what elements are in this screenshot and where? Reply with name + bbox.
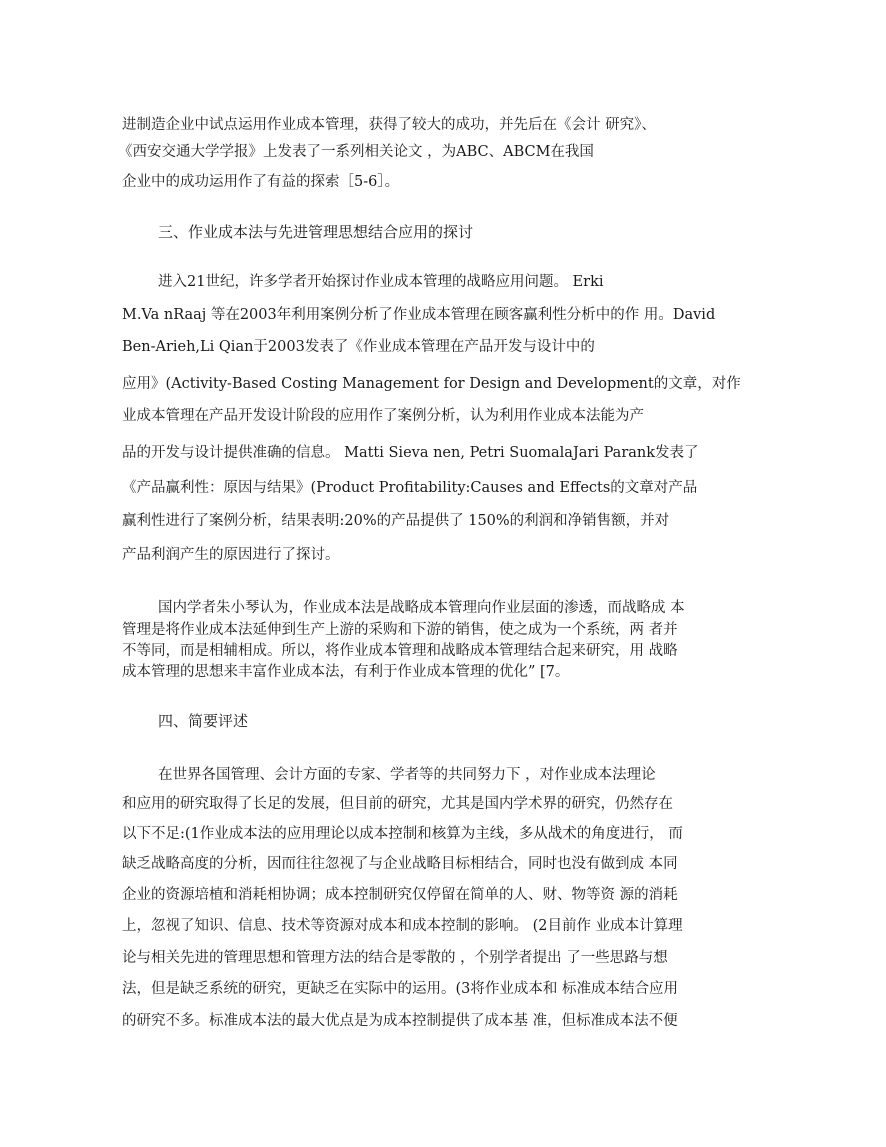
text-line: 赢利性进行了案例分析，结果表明:20%的产品提供了 150%的利润和净销售额，并对: [122, 513, 670, 529]
text-line: 应用》(Activity-Based Costing Management for Design and Development的文章，对作: [122, 376, 741, 392]
text-line: 论与相关先进的管理思想和管理方法的结合是零散的 ，个别学者提出 了一些思路与想: [122, 950, 668, 966]
text-line: Ben-Arieh,Li Qian于2003发表了《作业成本管理在产品开发与设计中的: [122, 339, 595, 355]
text-line: 产品利润产生的原因进行了探讨。: [122, 547, 340, 563]
text-line: 品的开发与设计提供准确的信息。 Matti Sieva nen, Petri SuomalaJari Parank发表了: [122, 445, 699, 461]
section-heading: 三、作业成本法与先进管理思想结合应用的探讨: [158, 223, 474, 241]
text-line: 进制造企业中试点运用作业成本管理，获得了较大的成功，并先后在《会计 研究》、: [122, 117, 656, 133]
text-line: 企业的资源培植和消耗相协调；成本控制研究仅停留在简单的人、财、物等资 源的消耗: [122, 887, 678, 903]
text-line: 和应用的研究取得了长足的发展，但目前的研究，尤其是国内学术界的研究，仍然存在: [122, 796, 673, 812]
text-line: 国内学者朱小琴认为，作业成本法是战略成本管理向作业层面的渗透，而战略成 本: [158, 600, 685, 616]
text-line: 成本管理的思想来丰富作业成本法，有利于作业成本管理的优化” [7。: [122, 664, 570, 680]
text-line: 缺乏战略高度的分析，因而往往忽视了与企业战略目标相结合，同时也没有做到成 本同: [122, 856, 678, 872]
text-line: 企业中的成功运用作了有益的探索［5-6］。: [122, 174, 400, 190]
text-line: 管理是将作业成本法延伸到生产上游的采购和下游的销售，使之成为一个系统，两 者并: [122, 622, 678, 638]
section-heading: 四、简要评述: [158, 712, 249, 730]
text-line: 进入21世纪，许多学者开始探讨作业成本管理的战略应用问题。 Erki: [158, 274, 604, 290]
text-line: 不等同，而是相辅相成。所以，将作业成本管理和战略成本管理结合起来研究，用 战略: [122, 643, 678, 659]
text-line: 以下不足:(1作业成本法的应用理论以成本控制和核算为主线，多从战术的角度进行， 而: [122, 826, 683, 842]
text-line: 在世界各国管理、会计方面的专家、学者等的共同努力下 ，对作业成本法理论: [158, 767, 656, 783]
text-line: 业成本管理在产品开发设计阶段的应用作了案例分析，认为利用作业成本法能为产: [122, 408, 644, 424]
text-line: 上，忽视了知识、信息、技术等资源对成本和成本控制的影响。 (2目前作 业成本计算理: [122, 918, 683, 934]
text-line: M.Va nRaaj 等在2003年利用案例分析了作业成本管理在顾客赢利性分析中的作 用。David: [122, 307, 716, 323]
text-line: 《西安交通大学学报》上发表了一系列相关论文 ，为ABC、ABCM在我国: [118, 144, 594, 160]
text-line: 的研究不多。标准成本法的最大优点是为成本控制提供了成本基 准，但标准成本法不便: [122, 1013, 678, 1029]
text-line: 《产品赢利性：原因与结果》(Product Profitability:Causes and Effects的文章对产品: [122, 480, 698, 496]
text-line: 法，但是缺乏系统的研究，更缺乏在实际中的运用。(3将作业成本和 标准成本结合应用: [122, 981, 678, 997]
